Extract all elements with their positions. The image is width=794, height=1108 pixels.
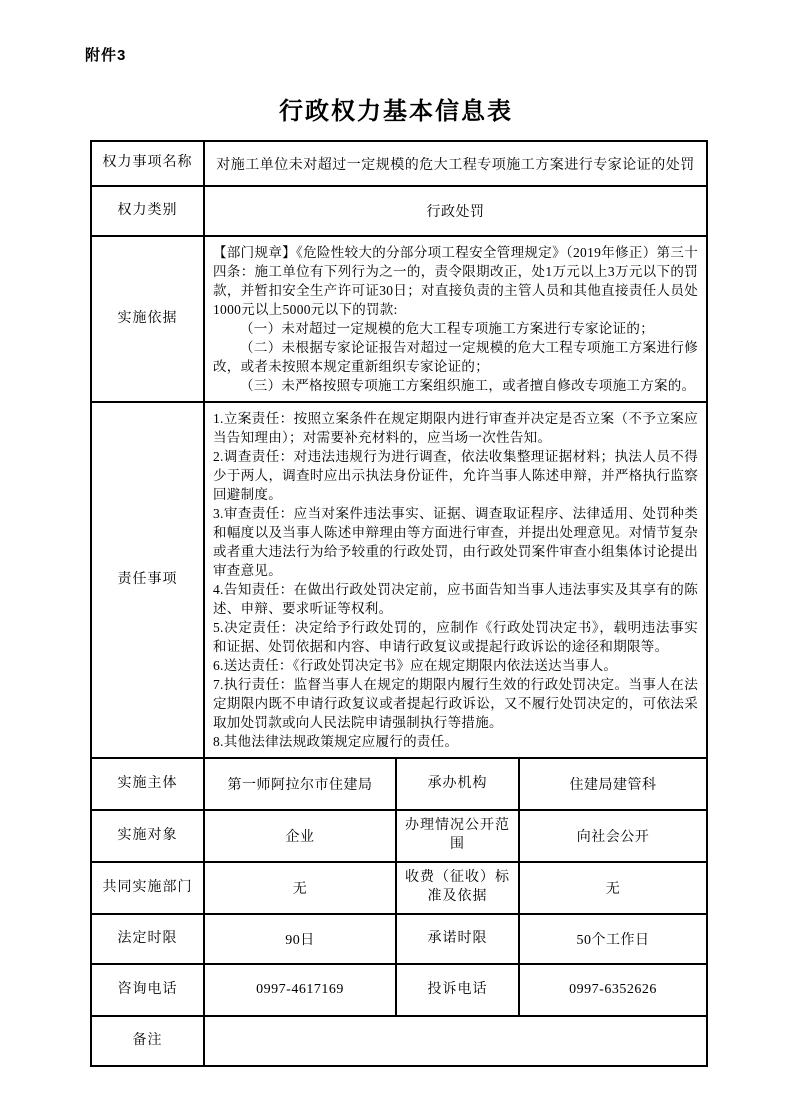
joint-departments-label: 共同实施部门 [91, 862, 204, 914]
responsibility-item: 3.审查责任：应当对案件违法事实、证据、调查取证程序、法律适用、处罚种类和幅度以及当事人陈述申辩理由等方面进行审查，并提出处理意见。对情节复杂或者重大违法行为给予较重的行政处罚，由行政处罚案件审查小组集体讨论提出审查意见。 [213, 506, 699, 578]
remark-label: 备注 [91, 1016, 204, 1066]
responsibility-item: 6.送达责任：《行政处罚决定书》应在规定期限内依法送达当事人。 [213, 658, 618, 673]
responsibility-item: 5.决定责任：决定给予行政处罚的，应制作《行政处罚决定书》，载明违法事实和证据、处罚依据和内容、申请行政复议或提起行政诉讼的途径和期限等。 [213, 620, 699, 654]
power-name-label: 权力事项名称 [91, 141, 204, 186]
row-remark [91, 1016, 707, 1066]
fee-standard-value: 无 [519, 862, 707, 914]
promised-time-limit-label: 承诺时限 [396, 914, 519, 964]
responsibilities-label: 责任事项 [91, 402, 204, 758]
legal-basis-paragraph: （二）未根据专家论证报告对超过一定规模的危大工程专项施工方案进行修改，或者未按照本规定重新组织专家论证的； [213, 340, 699, 374]
power-type-value: 行政处罚 [204, 186, 707, 236]
power-name-value: 对施工单位未对超过一定规模的危大工程专项施工方案进行专家论证的处罚 [204, 141, 707, 186]
responsibility-item: 1.立案责任：按照立案条件在规定期限内进行审查并决定是否立案（不予立案应当告知理由）；对需要补充材料的，应当场一次性告知。 [213, 411, 699, 445]
disclosure-scope-label: 办理情况公开范围 [396, 810, 519, 862]
responsibilities-text [204, 402, 707, 758]
legal-basis-paragraph: （一）未对超过一定规模的危大工程专项施工方案进行专家论证的； [240, 321, 654, 336]
legal-basis-paragraph: （三）未严格按照专项施工方案组织施工，或者擅自修改专项施工方案的。 [240, 378, 696, 393]
row-implementing-body [91, 758, 707, 810]
row-implementation-target [91, 810, 707, 862]
implementation-target-value: 企业 [204, 810, 396, 862]
consultation-phone-value: 0997-4617169 [204, 964, 396, 1016]
statutory-time-limit-label: 法定时限 [91, 914, 204, 964]
implementing-body-value: 第一师阿拉尔市住建局 [204, 758, 396, 810]
implementing-body-label: 实施主体 [91, 758, 204, 810]
disclosure-scope-value: 向社会公开 [519, 810, 707, 862]
fee-standard-label: 收费（征收）标准及依据 [396, 862, 519, 914]
statutory-time-limit-value: 90日 [204, 914, 396, 964]
remark-value [204, 1016, 707, 1066]
legal-basis-paragraph: 【部门规章】《危险性较大的分部分项工程安全管理规定》（2019年修正）第三十四条：施工单位有下列行为之一的，责令限期改正，处1万元以上3万元以下的罚款，并暂扣安全生产许可证30日；对直接负责的主管人员和其他直接责任人员处1000元以上5000元以下的罚款: [213, 245, 699, 317]
responsibility-item: 7.执行责任：监督当事人在规定的期限内履行生效的行政处罚决定。当事人在法定期限内既不申请行政复议或者提起行政诉讼，又不履行处罚决定的，可依法采取加处罚款或向人民法院申请强制执行等措施。 [213, 677, 699, 730]
power-type-label: 权力类别 [91, 186, 204, 236]
row-phones [91, 964, 707, 1016]
responsibility-item: 2.调查责任：对违法违规行为进行调查，依法收集整理证据材料；执法人员不得少于两人，调查时应出示执法身份证件，允许当事人陈述申辩，并严格执行监察回避制度。 [213, 449, 699, 502]
handling-agency-value: 住建局建管科 [519, 758, 707, 810]
promised-time-limit-value: 50个工作日 [519, 914, 707, 964]
row-responsibilities [91, 402, 707, 758]
row-time-limits [91, 914, 707, 964]
row-legal-basis [91, 236, 707, 402]
attachment-label: 附件3 [85, 47, 127, 64]
info-table [90, 140, 708, 1067]
row-power-name [91, 141, 707, 186]
handling-agency-label: 承办机构 [396, 758, 519, 810]
legal-basis-text [204, 236, 707, 402]
implementation-target-label: 实施对象 [91, 810, 204, 862]
row-power-type [91, 186, 707, 236]
row-joint-departments [91, 862, 707, 914]
responsibility-item: 8.其他法律法规政策规定应履行的责任。 [213, 734, 459, 749]
page-title: 行政权力基本信息表 [279, 99, 513, 125]
complaint-phone-value: 0997-6352626 [519, 964, 707, 1016]
joint-departments-value: 无 [204, 862, 396, 914]
complaint-phone-label: 投诉电话 [396, 964, 519, 1016]
legal-basis-label: 实施依据 [91, 236, 204, 402]
responsibility-item: 4.告知责任：在做出行政处罚决定前，应书面告知当事人违法事实及其享有的陈述、申辩、要求听证等权利。 [213, 582, 699, 616]
consultation-phone-label: 咨询电话 [91, 964, 204, 1016]
